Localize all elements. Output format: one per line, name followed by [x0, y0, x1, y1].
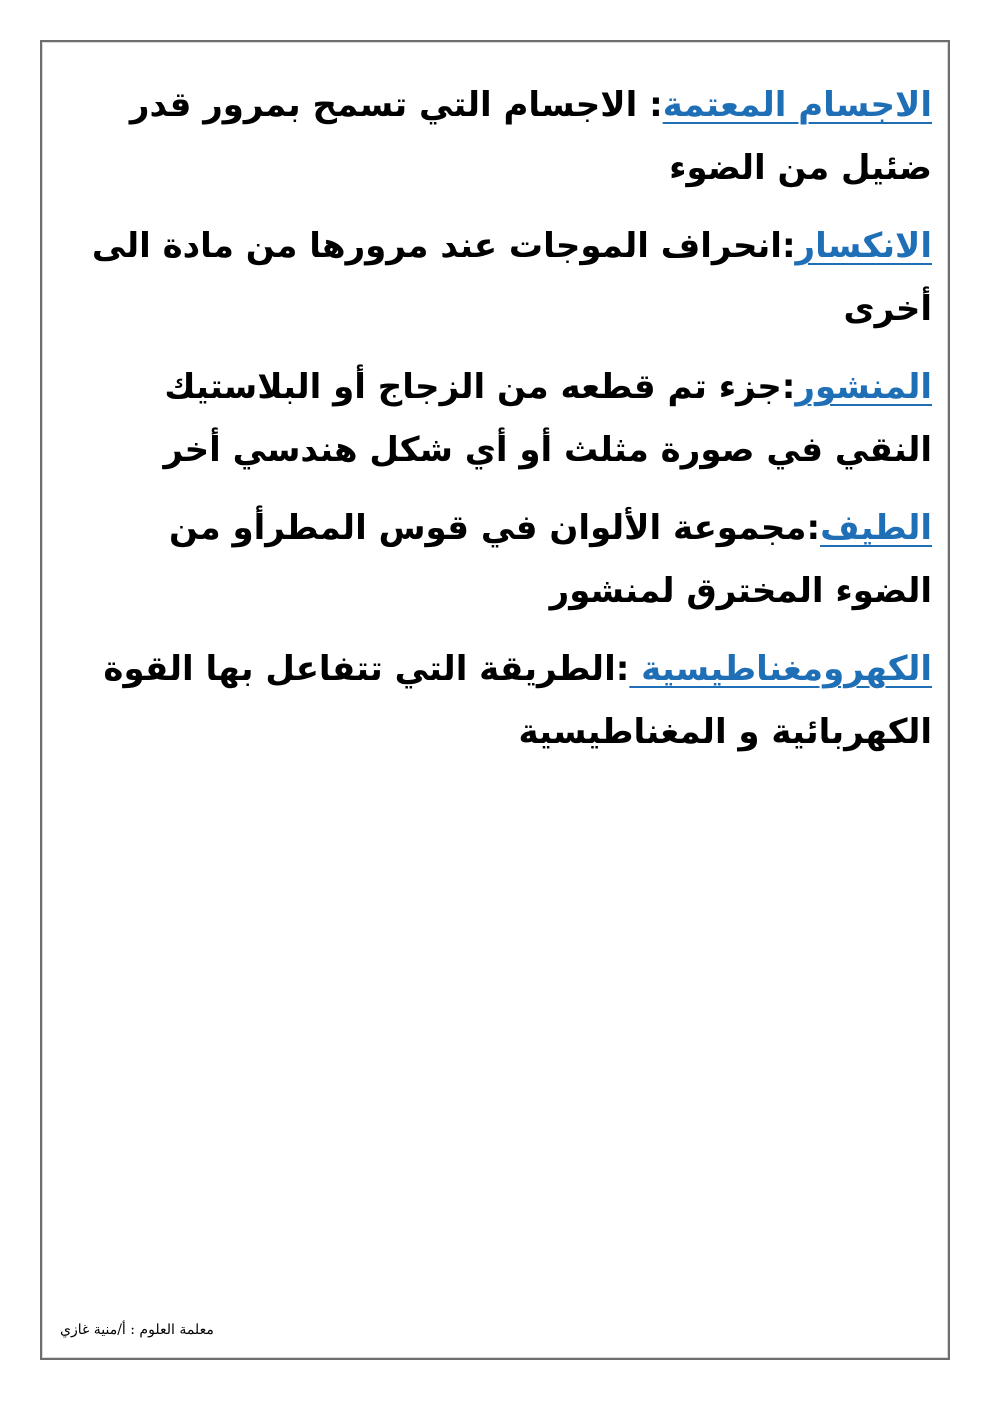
- definition-electromagnetism: [62, 638, 932, 764]
- definition-text: الطريقة التي تتفاعل بها القوة الكهربائية و المغناطيسية: [103, 649, 932, 752]
- term-colon: :: [806, 508, 821, 548]
- teacher-credit: معلمة العلوم : أ/منية غازي: [60, 1322, 214, 1338]
- definitions-list: [62, 74, 932, 779]
- definition-spectrum: [62, 497, 932, 623]
- term-colon: :: [781, 367, 796, 407]
- term-colon: :: [649, 85, 663, 125]
- term-label: الطيف: [820, 508, 932, 548]
- term-label: المنشور: [795, 367, 932, 407]
- definition-text: جزء تم قطعه من الزجاج أو البلاستيك النقي في صورة مثلث أو أي شكل هندسي أخر: [163, 367, 932, 470]
- definition-opaque-objects: [62, 74, 932, 200]
- definition-text: الاجسام التي تسمح بمرور قدر ضئيل من الضوء: [129, 85, 932, 188]
- term-label: الكهرومغناطيسية: [629, 649, 932, 689]
- definition-refraction: [62, 215, 932, 341]
- definition-text: مجموعة الألوان في قوس المطرأو من الضوء المخترق لمنشور: [168, 508, 932, 611]
- term-label: الانكسار: [795, 226, 932, 266]
- term-colon: :: [781, 226, 796, 266]
- term-label: الاجسام المعتمة: [662, 85, 932, 125]
- definition-prism: [62, 356, 932, 482]
- term-colon: :: [615, 649, 630, 689]
- definition-text: انحراف الموجات عند مرورها من مادة الى أخرى: [91, 226, 932, 329]
